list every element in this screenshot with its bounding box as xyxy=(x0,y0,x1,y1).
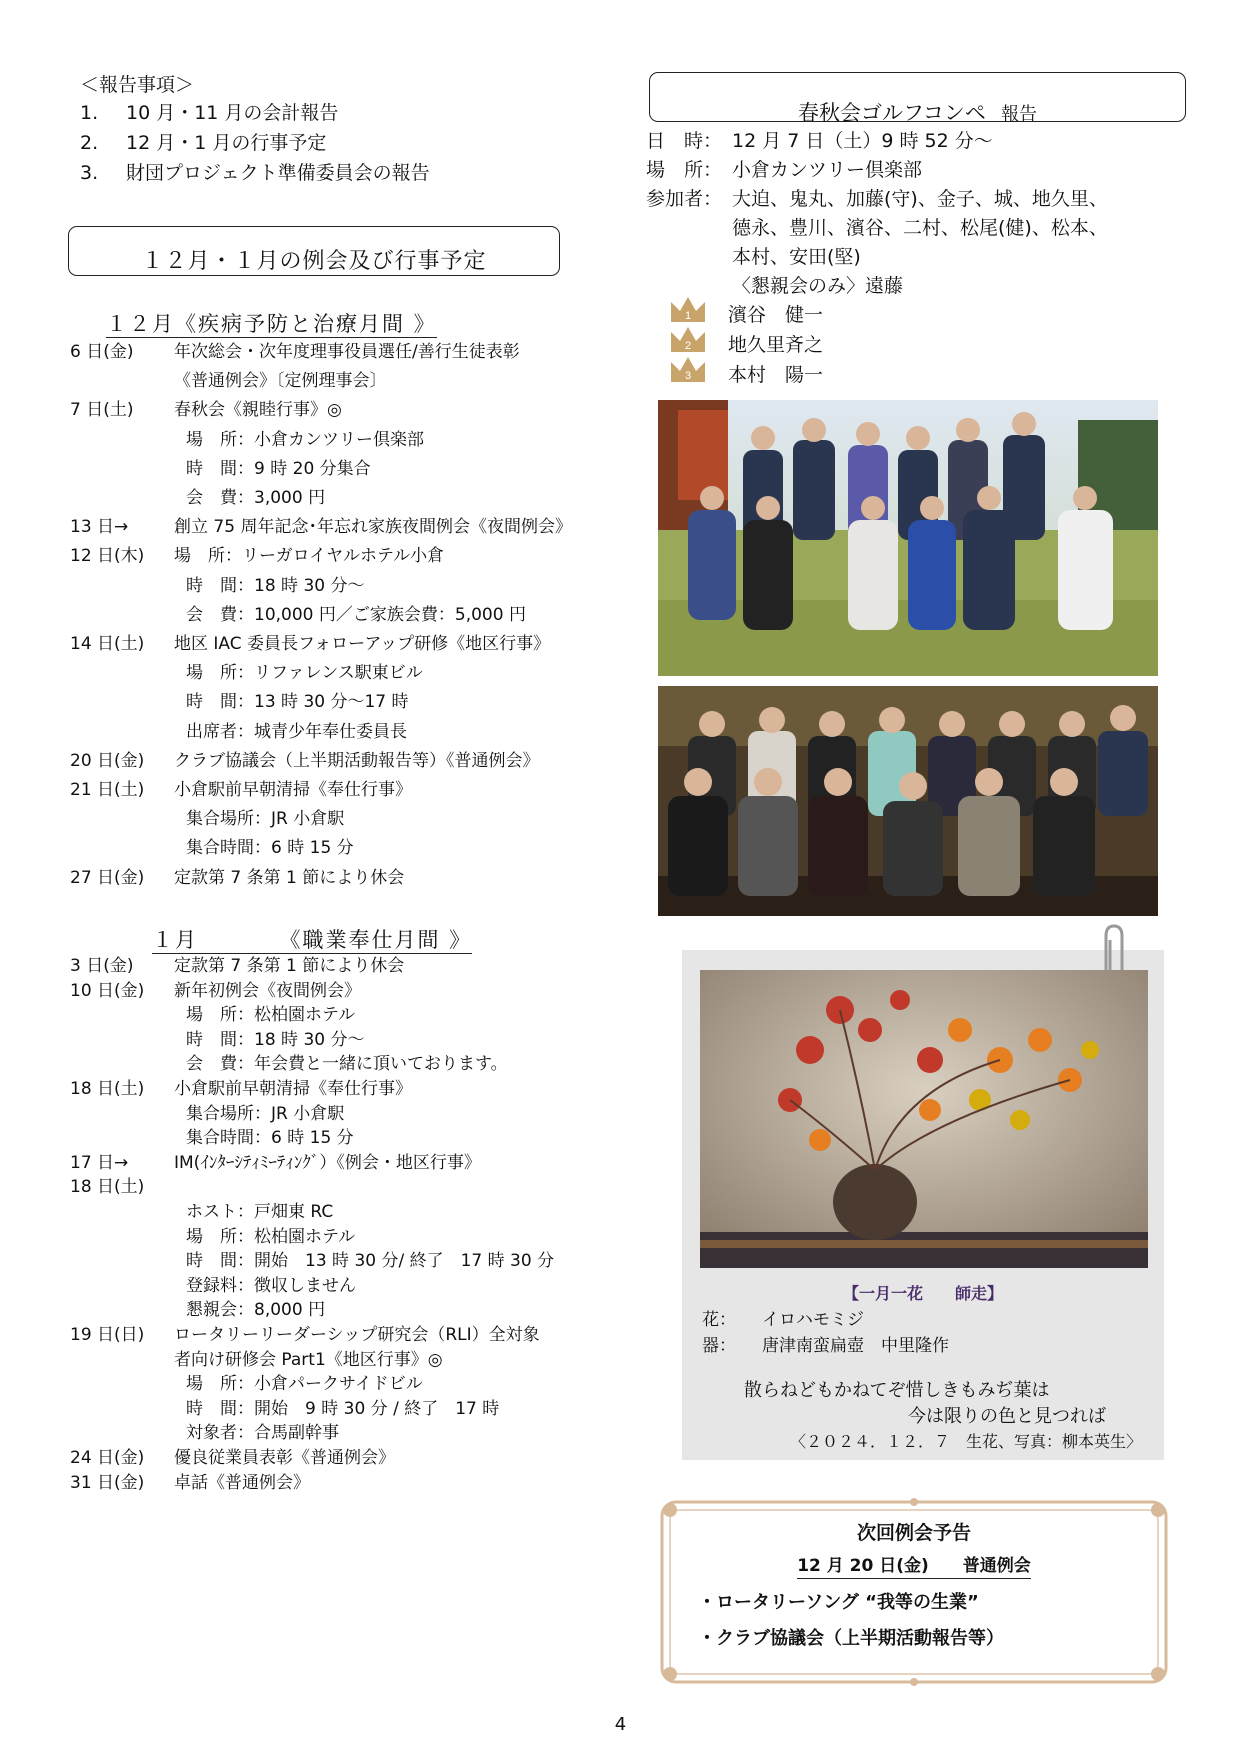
report-item-num: 1. xyxy=(80,102,99,124)
schedule-text: 集合場所：JR 小倉駅 xyxy=(186,809,345,830)
schedule-date: 20 日(金) xyxy=(70,750,145,771)
crown-icon xyxy=(668,294,708,328)
schedule-date: 3 日(金) xyxy=(70,956,134,976)
golf-row-text: 〈懇親会のみ〉遠藤 xyxy=(732,275,904,297)
schedule-text: ロータリーリーダーシップ研究会（RLI）全対象 xyxy=(174,1325,540,1345)
schedule-text: 新年初例会《夜間例会》 xyxy=(174,980,361,1001)
flower-card xyxy=(682,950,1164,1460)
golf-row-text: 本村、安田(堅) xyxy=(732,246,861,268)
schedule-date: 14 日(土) xyxy=(70,634,145,654)
golf-row-text: 小倉カンツリー倶楽部 xyxy=(732,159,923,181)
report-item-text: 12 月・1 月の行事予定 xyxy=(126,132,327,154)
next-meeting-date-wrap xyxy=(654,1556,1174,1579)
flower-label: 器： xyxy=(702,1336,736,1356)
schedule-text: 集合時間：6 時 15 分 xyxy=(186,1128,354,1149)
schedule-text: 創立 75 周年記念･年忘れ家族夜間例会《夜間例会》 xyxy=(174,517,572,538)
schedule-date: 10 日(金) xyxy=(70,980,145,1001)
december-heading: １２月《疾病予防と治療月間 》 xyxy=(106,312,437,336)
schedule-date: 18 日(土) xyxy=(70,1177,145,1198)
flower-credit: 〈２０２４．１２．７ 生花、写真：柳本英生〉 xyxy=(790,1432,1143,1451)
schedule-text: 地区 IAC 委員長フォローアップ研修《地区行事》 xyxy=(174,634,551,654)
golf-row-label: 日 時： xyxy=(646,130,723,152)
schedule-date: 6 日(金) xyxy=(70,342,134,362)
winner-row xyxy=(668,358,908,392)
schedule-text: 集合場所：JR 小倉駅 xyxy=(186,1103,345,1124)
party-group-photo xyxy=(658,686,1158,916)
next-meeting-date: 12 月 20 日(金) 普通例会 xyxy=(797,1558,1031,1579)
schedule-text: 時 間：13 時 30 分～17 時 xyxy=(186,692,409,713)
schedule-text: 集合時間：6 時 15 分 xyxy=(186,838,354,859)
schedule-text: 《普通例会》〔定例理事会〕 xyxy=(174,371,387,392)
schedule-text: 時 間：18 時 30 分～ xyxy=(186,1029,365,1050)
poem-line-2: 今は限りの色と見つれば xyxy=(908,1406,1106,1427)
schedule-text: 場 所：松柏園ホテル xyxy=(186,1005,356,1026)
schedule-text: クラブ協議会（上半期活動報告等）《普通例会》 xyxy=(174,750,540,771)
schedule-date: 17 日→ xyxy=(70,1152,129,1173)
report-heading: ＜報告事項＞ xyxy=(80,74,195,96)
schedule-text: 時 間：開始 9 時 30 分 / 終了 17 時 xyxy=(186,1398,500,1419)
schedule-date: 13 日→ xyxy=(70,517,129,538)
schedule-text: 会 費：3,000 円 xyxy=(186,488,326,508)
schedule-title-box xyxy=(68,226,560,276)
winner-name: 濱谷 健一 xyxy=(728,304,824,326)
schedule-text: 懇親会：8,000 円 xyxy=(186,1300,326,1321)
flower-caption: 【一月一花 師走】 xyxy=(842,1284,1003,1303)
winner-rank: 3 xyxy=(684,370,692,382)
golf-row-text: 12 月 7 日（土）9 時 52 分～ xyxy=(732,130,993,152)
page-number: 4 xyxy=(614,1714,627,1735)
flower-label: 花： xyxy=(702,1310,736,1330)
schedule-text: 者向け研修会 Part1《地区行事》◎ xyxy=(174,1349,443,1370)
schedule-date: 12 日(木) xyxy=(70,546,145,567)
schedule-text: 会 費：10,000 円／ご家族会費：5,000 円 xyxy=(186,604,526,625)
schedule-text: ホスト：戸畑東 RC xyxy=(186,1202,334,1222)
report-item-text: 財団プロジェクト準備委員会の報告 xyxy=(126,162,430,184)
schedule-text: 小倉駅前早朝清掃《奉仕行事》 xyxy=(174,780,412,800)
schedule-date: 19 日(日) xyxy=(70,1325,145,1345)
schedule-text: 場 所：小倉パークサイドビル xyxy=(186,1374,423,1395)
schedule-text: 場 所：リファレンス駅東ビル xyxy=(186,663,423,684)
schedule-date: 7 日(土) xyxy=(70,400,134,421)
schedule-text: 出席者：城青少年奉仕委員長 xyxy=(186,721,407,742)
schedule-text: 場 所：小倉カンツリー倶楽部 xyxy=(186,429,424,450)
schedule-date: 24 日(金) xyxy=(70,1448,145,1468)
next-meeting-item: ・クラブ協議会（上半期活動報告等） xyxy=(698,1628,1004,1649)
january-heading: １月 《職業奉仕月間 》 xyxy=(152,928,473,952)
golf-row-text: 德永、豊川、濱谷、二村、松尾(健)、松本、 xyxy=(732,217,1108,239)
report-item-num: 3. xyxy=(80,162,99,184)
poem-line-1: 散らねどもかねてぞ惜しきもみぢ葉は xyxy=(744,1380,1050,1401)
schedule-text: 優良従業員表彰《普通例会》 xyxy=(174,1448,395,1468)
schedule-text: 小倉駅前早朝清掃《奉仕行事》 xyxy=(174,1079,412,1099)
golf-group-photo xyxy=(658,400,1158,676)
schedule-text: 年次総会・次年度理事役員選任/善行生徒表彰 xyxy=(174,342,520,362)
winner-name: 本村 陽一 xyxy=(728,364,824,386)
schedule-text: 場 所：松柏園ホテル xyxy=(186,1226,356,1247)
next-meeting-item: ・ロータリーソング “我等の生業” xyxy=(698,1592,979,1613)
schedule-title: １２月・１月の例会及び行事予定 xyxy=(141,249,487,274)
golf-photo-illustration xyxy=(658,400,1158,676)
schedule-text: 対象者：合馬副幹事 xyxy=(186,1423,339,1444)
next-meeting-frame xyxy=(654,1494,1174,1690)
winner-rank: 1 xyxy=(684,310,692,322)
schedule-text: 会 費：年会費と一緒に頂いております。 xyxy=(186,1054,508,1075)
golf-title-line xyxy=(650,97,1185,127)
ikebana-photo xyxy=(700,970,1148,1268)
schedule-text: 場 所：リーガロイヤルホテル小倉 xyxy=(174,546,445,567)
schedule-text: 定款第 7 条第 1 節により休会 xyxy=(174,956,405,976)
schedule-date: 27 日(金) xyxy=(70,867,145,888)
schedule-text: IM(ｲﾝﾀｰｼﾃｨﾐｰﾃｨﾝｸﾞ）《例会・地区行事》 xyxy=(174,1152,481,1173)
schedule-text: 定款第 7 条第 1 節により休会 xyxy=(174,867,405,888)
schedule-text: 時 間：9 時 20 分集合 xyxy=(186,458,371,479)
report-item-text: 10 月・11 月の会計報告 xyxy=(126,102,339,124)
golf-row-label: 場 所： xyxy=(646,159,723,181)
ikebana-illustration xyxy=(700,970,1148,1268)
flower-text: 唐津南蛮扁壺 中里隆作 xyxy=(762,1336,949,1356)
crown-icon xyxy=(668,324,708,358)
schedule-date: 18 日(土) xyxy=(70,1079,145,1099)
schedule-date: 31 日(金) xyxy=(70,1472,145,1493)
schedule-text: 時 間：開始 13 時 30 分/ 終了 17 時 30 分 xyxy=(186,1251,555,1272)
winner-rank: 2 xyxy=(684,340,692,352)
golf-title-suffix: 報告 xyxy=(1001,104,1038,125)
golf-title: 春秋会ゴルフコンペ xyxy=(797,101,986,125)
golf-row-label: 参加者： xyxy=(646,188,723,210)
golf-title-box xyxy=(649,72,1186,125)
report-item-num: 2. xyxy=(80,132,99,154)
winner-name: 地久里斉之 xyxy=(728,334,824,356)
schedule-text: 時 間：18 時 30 分～ xyxy=(186,575,365,596)
golf-row-text: 大迫、鬼丸、加藤(守)、金子、城、地久里、 xyxy=(732,188,1108,210)
crown-icon xyxy=(668,354,708,388)
schedule-text: 春秋会《親睦行事》◎ xyxy=(174,400,342,421)
party-photo-illustration xyxy=(658,686,1158,916)
schedule-text: 登録料：徴収しません xyxy=(186,1275,356,1296)
next-meeting-title: 次回例会予告 xyxy=(856,1522,971,1544)
schedule-text: 卓話《普通例会》 xyxy=(174,1472,310,1493)
schedule-date: 21 日(土) xyxy=(70,780,145,800)
flower-text: イロハモミジ xyxy=(762,1310,864,1330)
